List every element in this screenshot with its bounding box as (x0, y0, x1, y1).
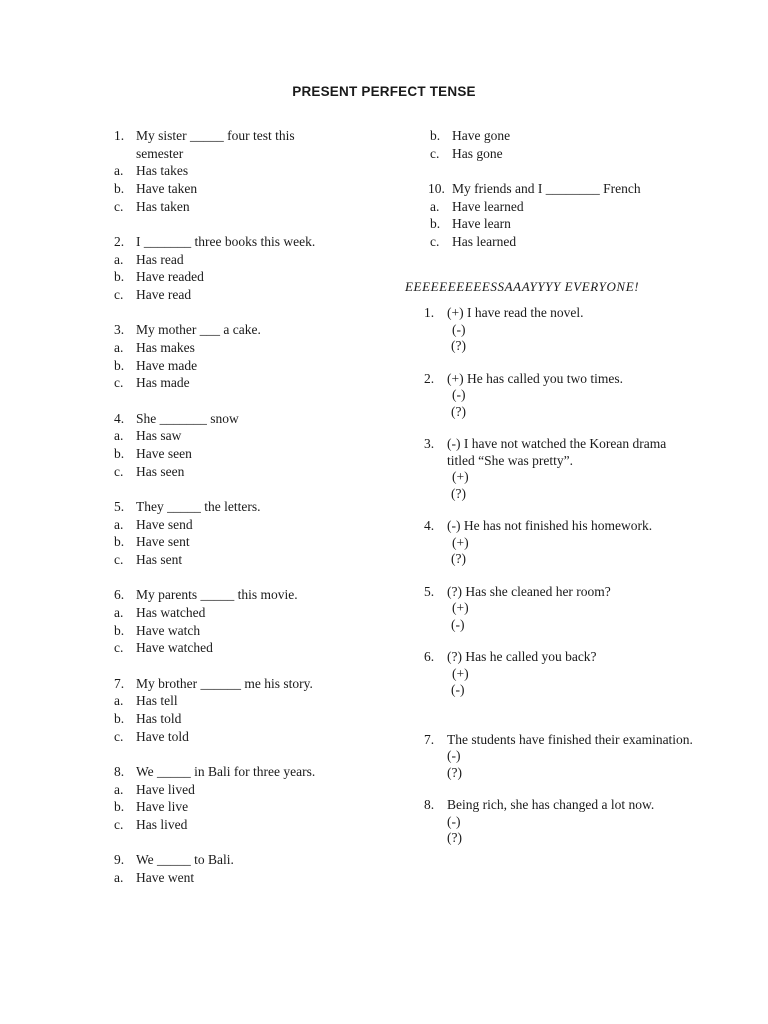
option: c. Have read (114, 287, 192, 303)
question-7: 7. My brother ______ me his story. (114, 675, 313, 691)
question-4: 4. She _______ snow (114, 410, 239, 426)
blank-line-label: (?) (447, 764, 462, 780)
option: b. Have watch (114, 622, 201, 638)
question-5: 5. They _____ the letters. (114, 498, 261, 514)
blank-line-label: (?) (451, 485, 466, 501)
blank-line-label: (-) (451, 682, 465, 697)
option: a. Has read (114, 251, 184, 267)
essay-text: (+) He has called you two times. (447, 370, 623, 386)
option: b. Have made (114, 357, 198, 373)
essay-item-4: 4. (-) He has not finished his homework. (+) (?) (424, 518, 694, 568)
blank-line-label: (+) (452, 600, 469, 615)
option: a. Have send (114, 516, 193, 532)
essay-section (424, 305, 694, 847)
essay-item-7: 7. The students have finished their examination. (-) (?) (424, 731, 693, 780)
question-text: We _____ to Bali. (136, 852, 234, 868)
question-6: 6. My parents _____ this movie. (114, 587, 298, 603)
question-text: My brother ______ me his story. (136, 675, 313, 691)
option: c. Have told (114, 728, 189, 744)
option: b. Have gone (430, 128, 511, 143)
option: c. Has seen (114, 463, 185, 479)
essay-heading: EEEEEEEEEESSAAAYYYY EVERYONE! (405, 279, 640, 294)
option: c. Has learned (430, 234, 517, 250)
option: c. Has made (114, 375, 190, 391)
question-1: 1. My sister _____ four test this semester (114, 128, 295, 161)
option: c. Has lived (114, 817, 188, 832)
blank-line-label: (-) (447, 813, 461, 829)
essay-text: (-) I have not watched the Korean drama titled “She was pretty”. (447, 436, 667, 468)
question-8: 8. We _____ in Bali for three years. (114, 763, 316, 779)
option: a. Have learned (430, 198, 524, 214)
option: b. Have learn (430, 216, 511, 232)
essay-item-6: 6. (?) Has he called you back? (+) (-) (424, 649, 694, 699)
question-text: My sister _____ four test this semester (136, 128, 295, 161)
option: a. Has makes (114, 340, 195, 356)
option: b. Have taken (114, 181, 198, 197)
essay-text: Being rich, she has changed a lot now. (447, 797, 655, 812)
question-text: We _____ in Bali for three years. (136, 763, 316, 779)
blank-line-label: (?) (451, 338, 466, 353)
page-title: PRESENT PERFECT TENSE (292, 84, 476, 99)
question-text: My mother ___ a cake. (136, 322, 261, 338)
question-text: My parents _____ this movie. (136, 587, 298, 603)
essay-text: (-) He has not finished his homework. (447, 518, 653, 533)
option: c. Has gone (430, 145, 503, 161)
question-2: 2. I _______ three books this week. (114, 234, 316, 250)
option: b. Have sent (114, 534, 190, 550)
option: a. Have went (114, 869, 195, 885)
multiple-choice-left-column (114, 127, 344, 887)
essay-item-1: 1. (+) I have read the novel. (-) (?) (424, 305, 694, 355)
question-9: 9. We _____ to Bali. (114, 852, 234, 868)
blank-line-label: (+) (452, 665, 469, 681)
essay-text: (?) Has she cleaned her room? (447, 583, 611, 599)
question-text: She _______ snow (136, 410, 239, 426)
option: a. Has watched (114, 604, 206, 620)
essay-item-2: 2. (+) He has called you two times. (-) (?) (424, 371, 694, 421)
blank-line-label: (?) (447, 830, 462, 845)
essay-item-5: 5. (?) Has she cleaned her room? (+) (-) (424, 584, 694, 634)
question-3: 3. My mother ___ a cake. (114, 322, 261, 338)
blank-line-label: (?) (451, 551, 466, 566)
blank-line-label: (-) (451, 616, 465, 632)
option: a. Has tell (114, 693, 178, 709)
question-text: My friends and I ________ French (452, 181, 641, 196)
question-text: I _______ three books this week. (136, 234, 316, 250)
question-10: 10. My friends and I ________ French a. Have learned b. Have learn c. Has learned (428, 180, 708, 251)
blank-line-label: (+) (452, 469, 469, 484)
blank-line-label: (-) (452, 387, 466, 402)
essay-item-8: 8. Being rich, she has changed a lot now. (-) (?) (424, 797, 694, 847)
essay-item-3: 3. (-) I have not watched the Korean drama titled “She was pretty”. (+) (?) (424, 436, 694, 502)
blank-line-label: (-) (447, 748, 461, 763)
blank-line-label: (?) (451, 403, 466, 419)
blank-line-label: (-) (452, 321, 466, 337)
essay-text: The students have finished their examination. (447, 731, 693, 747)
essay-text: (+) I have read the novel. (447, 305, 584, 320)
option: a. Has saw (114, 428, 182, 444)
option: a. Have lived (114, 781, 195, 797)
question-text: They _____ the letters. (136, 498, 261, 514)
option: b. Have live (114, 799, 189, 815)
essay-text: (?) Has he called you back? (447, 649, 597, 664)
option: b. Have seen (114, 446, 192, 462)
multiple-choice-right-column (430, 127, 690, 180)
blank-line-label: (+) (452, 534, 469, 550)
option: c. Have watched (114, 640, 213, 656)
option: c. Has sent (114, 552, 183, 568)
option: a. Has takes (114, 163, 189, 179)
option: b. Have readed (114, 269, 204, 285)
option: c. Has taken (114, 198, 190, 214)
option: b. Has told (114, 710, 182, 726)
